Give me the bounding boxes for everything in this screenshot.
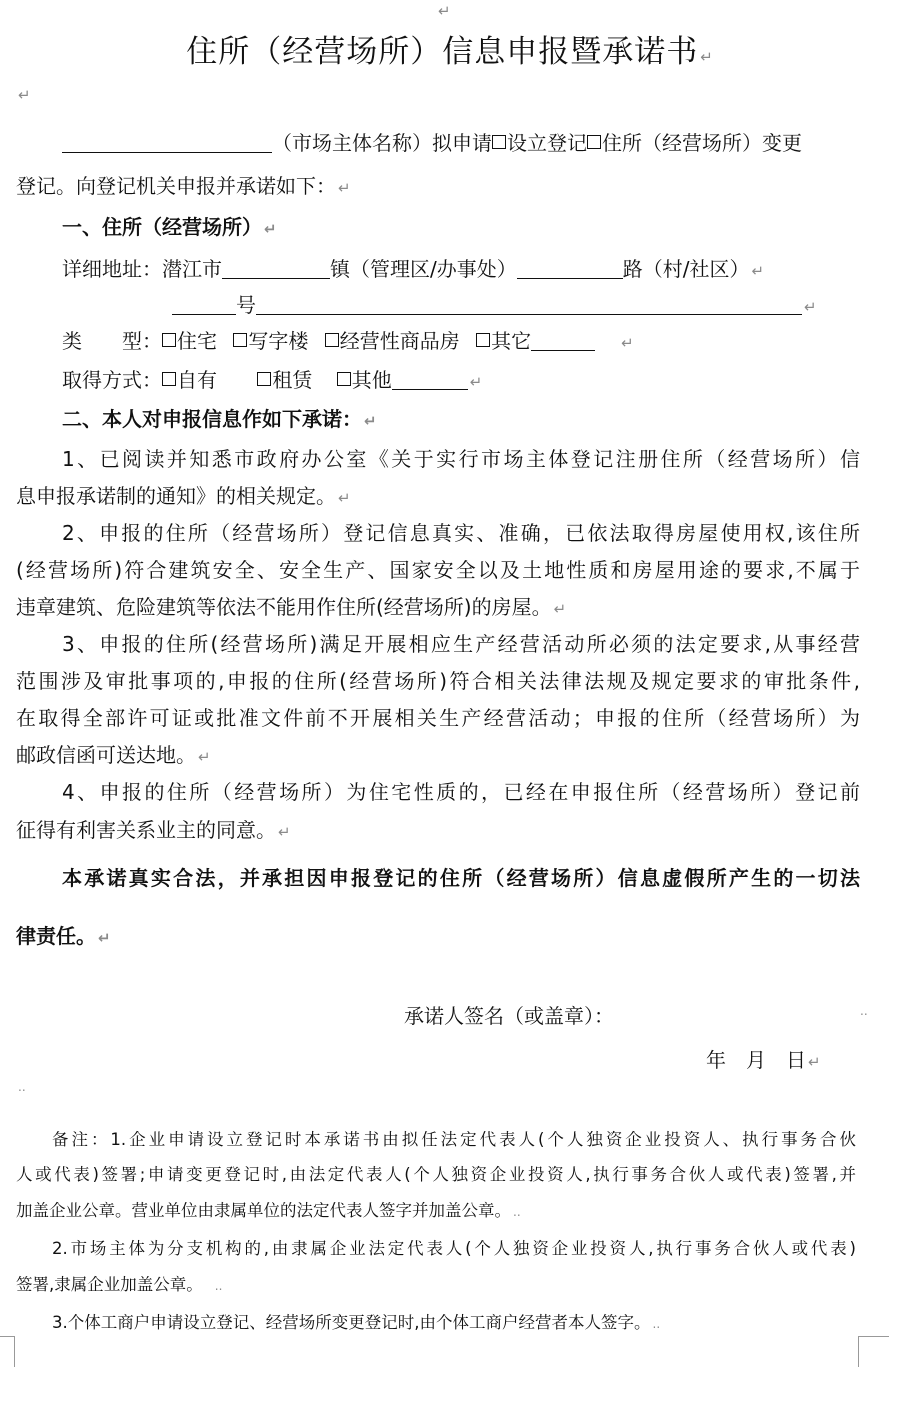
- paragraph-mark: ↵: [553, 600, 567, 618]
- type-label: 类 型：: [62, 329, 162, 353]
- acquire-other-label: 其他: [351, 368, 392, 392]
- section2-heading: [62, 403, 377, 432]
- item4-line1: 4、申报的住所（经营场所）为住宅性质的，已经在申报住所（经营场所）登记前: [62, 780, 860, 804]
- section1-heading-text: 一、住所（经营场所）: [62, 215, 262, 239]
- change-label: 住所（经营场所）变更: [602, 131, 802, 155]
- acquire-own-label: 自有: [177, 368, 217, 392]
- pledge-line2: [16, 920, 111, 949]
- note2-text: 签署,隶属企业加盖公章。: [16, 1275, 203, 1294]
- item1-line1: 1、已阅读并知悉市政府办公室《关于实行市场主体登记注册住所（经营场所）信: [62, 447, 860, 471]
- paragraph-mark: ↵: [364, 412, 377, 430]
- paragraph-mark: ↵: [751, 262, 765, 280]
- acquire-label: 取得方式：: [62, 368, 162, 392]
- number-label: 号: [236, 293, 256, 317]
- type-office-checkbox[interactable]: [233, 333, 247, 347]
- page-corner-right: [858, 1336, 889, 1367]
- paragraph-mark: ↵: [804, 298, 817, 316]
- small-mark: ..: [860, 1004, 868, 1018]
- town-label: 镇（管理区/办事处）: [330, 257, 517, 281]
- small-mark: ..: [214, 1279, 223, 1293]
- setup-label: 设立登记: [507, 131, 587, 155]
- type-commercial-checkbox[interactable]: [325, 333, 339, 347]
- type-residence-label: 住宅: [177, 329, 217, 353]
- note1-line3: [16, 1197, 856, 1221]
- item1-line2: [16, 480, 351, 509]
- note1-line1: 备注：1.企业申请设立登记时本承诺书由拟任法定代表人(个人独资企业投资人、执行事务合伙: [52, 1130, 856, 1149]
- date-text: 年 月 日: [706, 1048, 806, 1072]
- entity-name-label: （市场主体名称）拟申请: [272, 131, 492, 155]
- note1-line2: 人或代表)签署;申请变更登记时,由法定代表人(个人独资企业投资人,执行事务合伙人或代表)签署,并: [16, 1165, 856, 1184]
- signature-date: [706, 1044, 821, 1073]
- section2-heading-text: 二、本人对申报信息作如下承诺：: [62, 407, 362, 431]
- item3-line4: [16, 739, 211, 768]
- road-label: 路（村/社区）: [622, 257, 750, 281]
- paragraph-mark: ↵: [98, 929, 111, 947]
- type-other-checkbox[interactable]: [476, 333, 490, 347]
- item3-line2: 范围涉及审批事项的,申报的住所(经营场所)符合相关法律法规及规定要求的审批条件,: [16, 669, 860, 693]
- item4-text: 征得有利害关系业主的同意。: [16, 818, 276, 842]
- paragraph-mark: ↵: [338, 489, 351, 507]
- type-commercial-label: 经营性商品房: [339, 329, 460, 353]
- paragraph-mark: ↵: [264, 220, 277, 238]
- number-field[interactable]: [172, 294, 236, 315]
- road-field[interactable]: [517, 258, 623, 279]
- section1-heading: [62, 211, 277, 240]
- change-checkbox[interactable]: [587, 135, 601, 149]
- note2-line2: [16, 1271, 856, 1295]
- acquire-other-checkbox[interactable]: [337, 372, 351, 386]
- town-field[interactable]: [222, 258, 330, 279]
- type-other-label: 其它: [491, 329, 532, 353]
- type-other-field[interactable]: [531, 330, 595, 351]
- acquire-line: [62, 364, 482, 393]
- paragraph-mark: ↵: [621, 334, 634, 352]
- pledge-line1: 本承诺真实合法，并承担因申报登记的住所（经营场所）信息虚假所产生的一切法: [62, 866, 860, 890]
- paragraph-mark: ↵: [808, 1053, 821, 1071]
- address-line: [62, 253, 764, 282]
- pledge-text: 律责任。: [16, 924, 96, 948]
- small-mark: ..: [513, 1205, 521, 1219]
- paragraph-mark: ↵: [700, 48, 714, 66]
- page-corner-left: [0, 1336, 15, 1367]
- intro-line-1: [62, 127, 802, 156]
- setup-checkbox[interactable]: [492, 135, 506, 149]
- item2-line2: (经营场所)符合建筑安全、安全生产、国家安全以及土地性质和房屋用途的要求,不属于: [16, 558, 860, 582]
- paragraph-mark: ↵: [469, 373, 483, 391]
- note2-line1: 2.市场主体为分支机构的,由隶属企业法定代表人(个人独资企业投资人,执行事务合伙人或代表): [52, 1239, 856, 1258]
- item2-text: 违章建筑、危险建筑等依法不能用作住所(经营场所)的房屋。: [16, 595, 552, 619]
- acquire-rent-label: 租赁: [272, 368, 313, 392]
- small-mark: ..: [652, 1317, 661, 1331]
- intro-text: 登记。向登记机关申报并承诺如下：: [16, 174, 336, 198]
- document-title: [0, 26, 900, 71]
- type-residence-checkbox[interactable]: [162, 333, 176, 347]
- note3-line1: [52, 1309, 892, 1333]
- acquire-own-checkbox[interactable]: [162, 372, 176, 386]
- small-mark: ..: [18, 1080, 26, 1094]
- title-text: 住所（经营场所）信息申报暨承诺书: [186, 34, 699, 70]
- item3-line1: 3、申报的住所(经营场所)满足开展相应生产经营活动所必须的法定要求,从事经营: [62, 632, 860, 656]
- paragraph-mark: ↵: [18, 86, 31, 104]
- note3-text: 3.个体工商户申请设立登记、经营场所变更登记时,由个体工商户经营者本人签字。: [52, 1313, 651, 1332]
- item3-text: 邮政信函可送达地。: [16, 743, 196, 767]
- item4-line2: [16, 814, 291, 843]
- paragraph-mark: ↵: [198, 748, 211, 766]
- number-line: [172, 289, 817, 318]
- item2-line1: 2、申报的住所（经营场所）登记信息真实、准确，已依法取得房屋使用权,该住所: [62, 521, 860, 545]
- intro-line-2: [16, 170, 351, 199]
- type-line: [62, 325, 634, 354]
- address-label: 详细地址：潜江市: [62, 257, 222, 281]
- item3-line3: 在取得全部许可证或批准文件前不开展相关生产经营活动；申报的住所（经营场所）为: [16, 706, 860, 730]
- acquire-rent-checkbox[interactable]: [257, 372, 271, 386]
- address-detail-field[interactable]: [256, 294, 802, 315]
- paragraph-mark: ↵: [338, 179, 351, 197]
- item2-line3: [16, 591, 566, 620]
- entity-name-field[interactable]: [62, 132, 272, 153]
- paragraph-mark: ↵: [278, 823, 291, 841]
- paragraph-mark: ↵: [438, 2, 451, 20]
- note1-text: 加盖企业公章。营业单位由隶属单位的法定代表人签字并加盖公章。: [16, 1201, 511, 1220]
- item1-text: 息申报承诺制的通知》的相关规定。: [16, 484, 336, 508]
- type-office-label: 写字楼: [248, 329, 309, 353]
- signature-label: 承诺人签名（或盖章）：: [404, 1004, 614, 1028]
- acquire-other-field[interactable]: [392, 369, 468, 390]
